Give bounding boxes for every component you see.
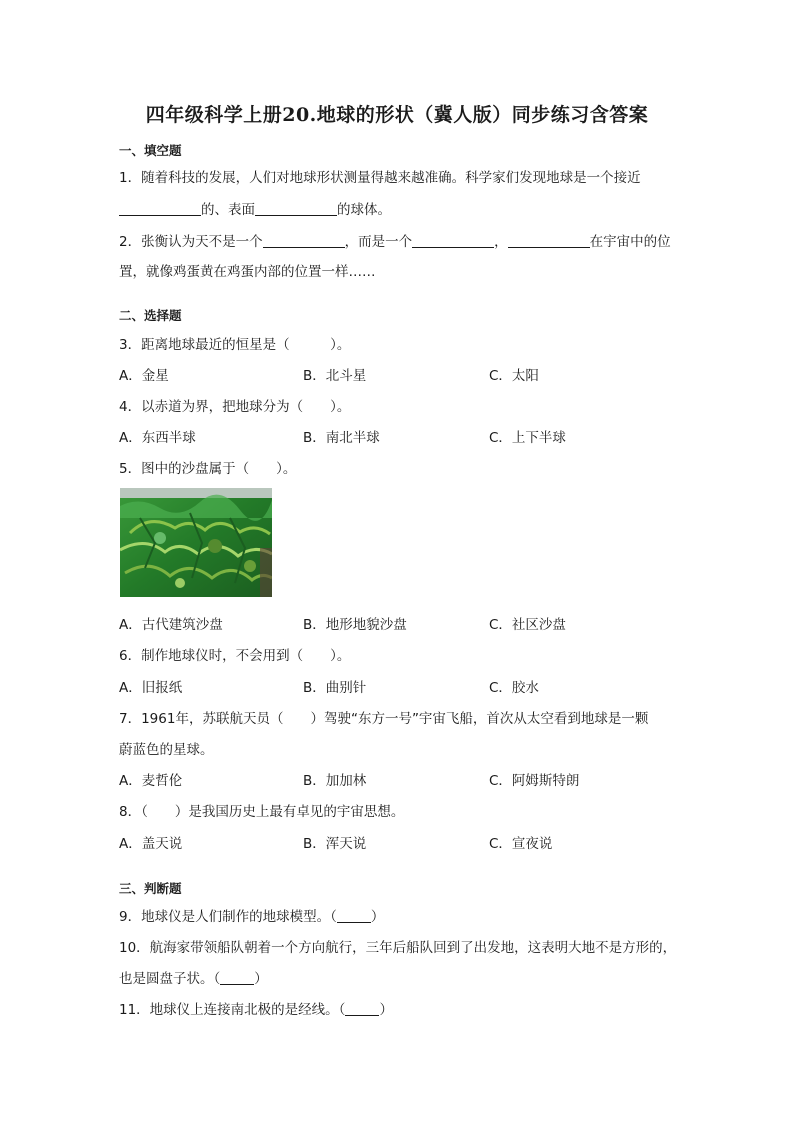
q2-text-d: 在宇宙中的位 (589, 234, 671, 250)
q1-text-b: 的球体。 (337, 202, 391, 218)
page-title: 四年级科学上册20.地球的形状（冀人版）同步练习含答案 (145, 104, 649, 126)
section-multiple-choice: 二、选择题 (119, 308, 182, 323)
q5-option-a[interactable]: A．古代建筑沙盘 (119, 617, 223, 633)
q2-text-c: ， (494, 234, 508, 250)
q9-paren-close: ） (370, 909, 385, 925)
answer-blank[interactable] (263, 233, 345, 248)
q1-text-a: 的、表面 (201, 202, 255, 218)
q7-line2: 蔚蓝色的星球。 (119, 742, 214, 758)
q6-option-c[interactable]: C．胶水 (489, 680, 539, 696)
q10-text: 也是圆盘子状。（ (119, 971, 221, 987)
answer-blank[interactable] (412, 233, 494, 248)
q3-option-b[interactable]: B．北斗星 (303, 368, 367, 384)
q6-question: 6．制作地球仪时，不会用到（ ）。 (119, 648, 351, 664)
q10-line2 (119, 967, 268, 987)
q8-question: 8．（ ）是我国历史上最有卓见的宇宙思想。 (119, 804, 405, 820)
q4-option-b[interactable]: B．南北半球 (303, 430, 380, 446)
q4-option-a[interactable]: A．东西半球 (119, 430, 196, 446)
q2-text-a: 2．张衡认为天不是一个 (119, 234, 263, 250)
sand-table-image (120, 488, 272, 597)
answer-blank[interactable] (508, 233, 590, 248)
q1-line1: 1．随着科技的发展，人们对地球形状测量得越来越准确。科学家们发现地球是一个接近 (119, 170, 641, 186)
q11-paren-close: ） (379, 1002, 393, 1018)
q7-option-a[interactable]: A．麦哲伦 (119, 773, 183, 789)
q4-option-c[interactable]: C．上下半球 (489, 430, 566, 446)
q7-option-c[interactable]: C．阿姆斯特朗 (489, 773, 580, 789)
q10-line1: 10．航海家带领船队朝着一个方向航行，三年后船队回到了出发地，这表明大地不是方形的， (119, 940, 677, 956)
q2-line2: 置，就像鸡蛋黄在鸡蛋内部的位置一样…… (119, 264, 376, 280)
q5-question: 5．图中的沙盘属于（ ）。 (119, 461, 297, 477)
q8-option-a[interactable]: A．盖天说 (119, 836, 183, 852)
answer-blank[interactable] (337, 908, 371, 923)
q8-option-c[interactable]: C．宣夜说 (489, 836, 553, 852)
q7-line1: 7．1961年，苏联航天员（ ）驾驶“东方一号”宇宙飞船，首次从太空看到地球是一颗 (119, 711, 649, 727)
q6-option-a[interactable]: A．旧报纸 (119, 680, 183, 696)
q5-option-b[interactable]: B．地形地貌沙盘 (303, 617, 407, 633)
q2-text-b: ，而是一个 (344, 234, 413, 250)
q8-option-b[interactable]: B．浑天说 (303, 836, 367, 852)
q3-option-c[interactable]: C．太阳 (489, 368, 539, 384)
q10-paren-close: ） (254, 971, 268, 987)
q9-text: 9．地球仪是人们制作的地球模型。（ (119, 909, 337, 925)
q11-text: 11．地球仪上连接南北极的是经线。（ (119, 1002, 346, 1018)
q11-line (119, 998, 393, 1018)
q9-line (119, 905, 384, 925)
q2-line1 (119, 230, 671, 250)
answer-blank[interactable] (220, 970, 254, 985)
q6-option-b[interactable]: B．曲别针 (303, 680, 367, 696)
section-true-false: 三、判断题 (119, 881, 182, 896)
q7-option-b[interactable]: B．加加林 (303, 773, 367, 789)
q4-question: 4．以赤道为界，把地球分为（ ）。 (119, 399, 351, 415)
section-fill-in: 一、填空题 (119, 143, 182, 158)
q1-line2 (119, 198, 391, 218)
answer-blank[interactable] (345, 1001, 379, 1016)
q3-option-a[interactable]: A．金星 (119, 368, 169, 384)
answer-blank[interactable] (119, 201, 201, 216)
answer-blank[interactable] (255, 201, 337, 216)
q5-option-c[interactable]: C．社区沙盘 (489, 617, 566, 633)
q3-question: 3．距离地球最近的恒星是（ ）。 (119, 337, 351, 353)
